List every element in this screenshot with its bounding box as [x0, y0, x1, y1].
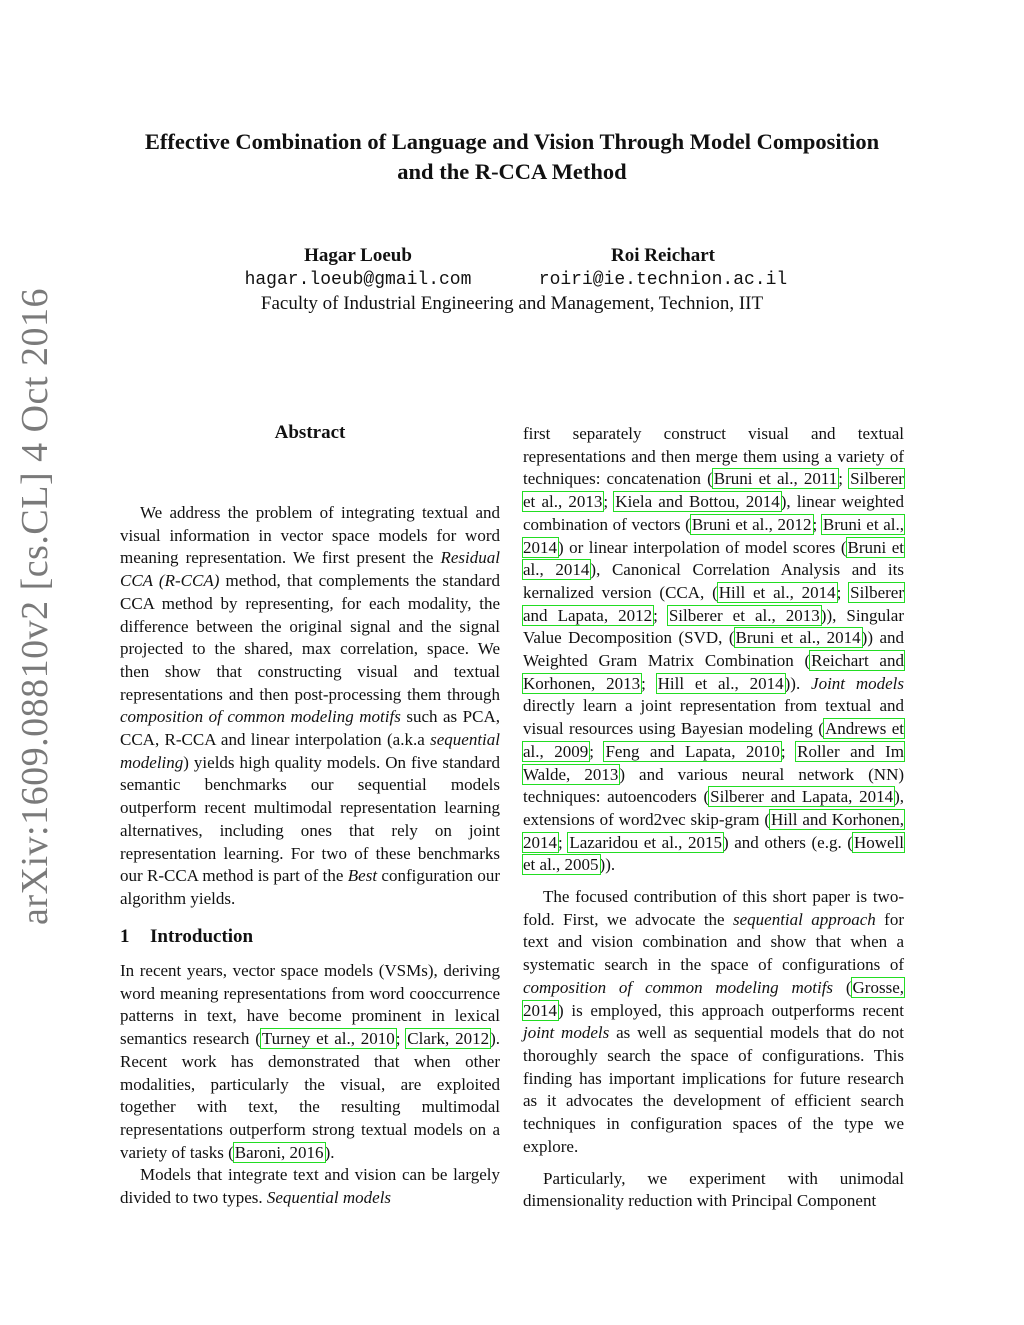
citation-link[interactable]: Turney et al., 2010	[261, 1029, 395, 1049]
section-title: Introduction	[150, 926, 254, 947]
author-1	[208, 243, 508, 291]
citation-link[interactable]: Andrews et al., 2009	[523, 719, 905, 761]
abstract-body: We address the problem of integrating textual and visual information in vector space models for word meaning representation. We first present the Residual CCA (R-CCA) method, that complements the standard CCA method by representing, for each modality, the difference between the original signal and the signal projected to the shared, max correlation, space. We then show that constructing visual and textual representations and then post-processing them through composition of common modeling motifs such as PCA, CCA, R-CCA and linear interpolation (a.k.a sequential modeling) yields high quality models. On five standard semantic benchmarks our sequential models outperform recent multimodal representation learning alternatives, including ones that rely on joint representation learning. For two of these benchmarks our R-CCA method is part of the Best configuration our algorithm yields.	[120, 503, 500, 908]
section-number: 1	[120, 926, 130, 947]
citation-link[interactable]: Silberer et al., 2013	[668, 605, 820, 625]
introduction-body: In recent years, vector space models (VSMs), deriving word meaning representations from word cooccurrence patterns in text, have become prominent in lexical semantics research (Turney et al., 2010; Clark, 2012). Recent work has demonstrated that when other modalities, particularly the visual, are exploited together with text, the resulting multimodal representations outperform strong textual models on a variety of tasks (Baroni, 2016). Models that integrate text and vision can be largely divided to two types. Sequential models	[120, 961, 501, 1208]
citation-link[interactable]: Hill et al., 2014	[718, 582, 836, 602]
citation-link[interactable]: Lazaridou et al., 2015	[569, 832, 722, 852]
author-email: hagar.loeub@gmail.com	[244, 270, 472, 290]
citation-link[interactable]: Reichart and Korhonen, 2013	[523, 651, 904, 693]
citation-link[interactable]: Bruni et al., 2011	[713, 469, 838, 489]
title-line-1: Effective Combination of Language and Vision Through Model Composition	[144, 129, 880, 154]
citation-link[interactable]: Howell et al., 2005	[523, 832, 904, 875]
arxiv-stamp: arXiv:1609.08810v2 [cs.CL] 4 Oct 2016	[14, 288, 56, 925]
citation-link[interactable]: Silberer and Lapata, 2014	[710, 787, 894, 807]
author-2	[513, 243, 813, 291]
citation-link[interactable]: Bruni et al., 2014	[523, 537, 904, 580]
author-name: Roi Reichart	[611, 245, 715, 266]
citation-link[interactable]: Hill and Korhonen, 2014	[523, 809, 904, 852]
abstract-heading: Abstract	[274, 422, 346, 443]
citation-link[interactable]: Grosse, 2014	[523, 977, 904, 1020]
right-column: first separately construct visual and textual representations and then merge them using a variety of techniques: concatenation (Bruni et al., 2011; Silberer et al., 2013; Kiela and Bottou, 2014), linear weighted combination of vectors (Bruni et al., 2012; Bruni et al., 2014) or linear interpolation of model scores (Bruni et al., 2014), Canonical Correlation Analysis and its kernalized version (CCA, (Hill et al., 2014; Silberer and Lapata, 2012; Silberer et al., 2013)), Singular Value Decomposition (SVD, (Bruni et al., 2014)) and Weighted Gram Matrix Combination (Reichart and Korhonen, 2013; Hill et al., 2014)). Joint models directly learn a joint representation from textual and visual resources using Bayesian modeling (Andrews et al., 2009; Feng and Lapata, 2010; Roller and Im Walde, 2013) and various neural network (NN) techniques: autoencoders (Silberer and Lapata, 2014), extensions of word2vec skip-gram (Hill and Korhonen, 2014; Lazaridou et al., 2015) and others (e.g. (Howell et al., 2005)). The focused contribution of this short paper is two-fold. First, we advocate the sequential approach for text and vision combination and show that when a systematic search in the space of configurations of composition of common modeling motifs (Grosse, 2014) is employed, this approach outperforms recent joint models as well as sequential models that do not thoroughly search the space of configurations. This finding has important implications for future research as it advocates the development of efficient search techniques in configuration spaces of the type we explore. Particularly, we experiment with unimodal dimensionality reduction with Principal Component	[523, 424, 905, 1211]
author-email: roiri@ie.technion.ac.il	[538, 270, 788, 290]
citation-link[interactable]: Kiela and Bottou, 2014	[615, 492, 780, 512]
citation-link[interactable]: Bruni et al., 2012	[691, 514, 812, 534]
citation-link[interactable]: Feng and Lapata, 2010	[605, 741, 780, 761]
citation-link[interactable]: Clark, 2012	[407, 1029, 490, 1049]
citation-link[interactable]: Bruni et al., 2014	[523, 514, 904, 557]
affiliation: Faculty of Industrial Engineering and Management, Technion, IIT	[260, 293, 764, 314]
section-heading	[120, 926, 253, 948]
citation-link[interactable]: Bruni et al., 2014	[735, 628, 861, 648]
paper-title	[100, 127, 924, 187]
citation-link[interactable]: Roller and Im Walde, 2013	[523, 741, 904, 784]
citation-link[interactable]: Silberer and Lapata, 2012	[523, 582, 904, 625]
citation-link[interactable]: Baroni, 2016	[234, 1142, 324, 1162]
citation-link[interactable]: Silberer et al., 2013	[523, 469, 904, 512]
title-line-2: and the R-CCA Method	[397, 159, 627, 184]
author-name: Hagar Loeub	[304, 245, 412, 266]
citation-link[interactable]: Hill et al., 2014	[657, 673, 784, 693]
